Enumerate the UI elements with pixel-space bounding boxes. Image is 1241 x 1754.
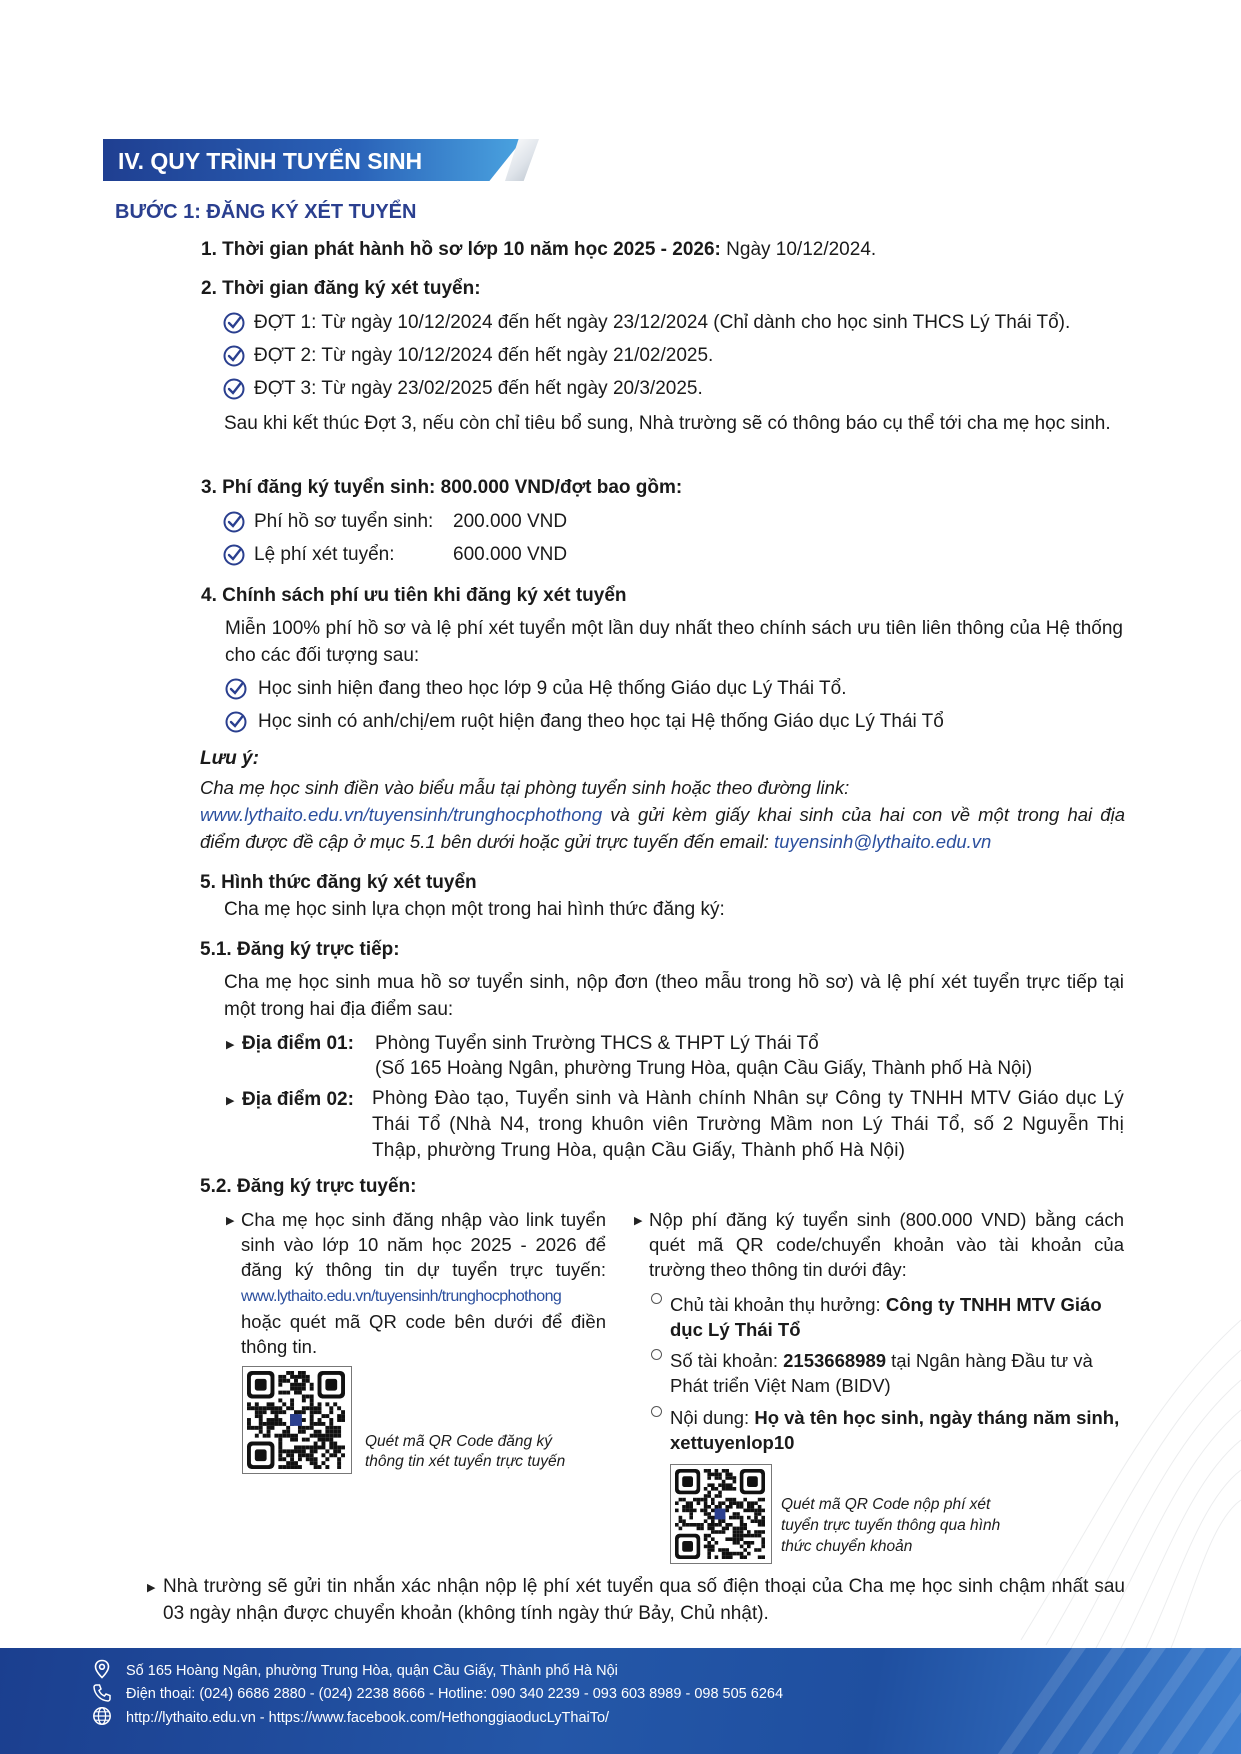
- fee-2-name: Lệ phí xét tuyển:: [254, 544, 395, 565]
- pay-text: Nộp phí đăng ký tuyển sinh (800.000 VND) bằng cách quét mã QR code/chuyển khoản vào tài khoản của trường theo thông tin dưới đây:: [649, 1209, 1124, 1280]
- note-label: Lưu ý:: [200, 748, 259, 769]
- check-circle-icon: [223, 544, 245, 566]
- check-circle-icon: [223, 312, 245, 334]
- check-circle-icon: [223, 378, 245, 400]
- circle-bullet-icon: [651, 1349, 662, 1360]
- round-2: ĐỢT 2: Từ ngày 10/12/2024 đến hết ngày 21/02/2025.: [254, 345, 714, 366]
- priority-1: Học sinh hiện đang theo học lớp 9 của Hệ thống Giáo dục Lý Thái Tổ.: [258, 678, 847, 699]
- step1-title: BƯỚC 1: ĐĂNG KÝ XÉT TUYỂN: [115, 201, 417, 223]
- online-block: [241, 1207, 606, 1359]
- section-title: IV. QUY TRÌNH TUYỂN SINH: [118, 148, 423, 174]
- triangle-bullet-icon: ▶: [634, 1215, 643, 1227]
- qr2-caption-1: Quét mã QR Code nộp phí xét: [781, 1496, 991, 1513]
- item51-text: Cha mẹ học sinh mua hồ sơ tuyển sinh, nộp đơn (theo mẫu trong hồ sơ) và lệ phí xét tuyển trực tiếp tại một trong hai địa điểm sau:: [224, 972, 1124, 1020]
- pay-owner-label: Chủ tài khoản thụ hưởng:: [670, 1294, 886, 1315]
- item5-label: 5. Hình thức đăng ký xét tuyển: [200, 872, 477, 893]
- final-note: Nhà trường sẽ gửi tin nhắn xác nhận nộp lệ phí xét tuyển qua số điện thoại của Cha mẹ học sinh chậm nhất sau 03 ngày nhận được chuyển khoản (không tính ngày thứ Bảy, Chủ nhật).: [163, 1576, 1125, 1624]
- round-3: ĐỢT 3: Từ ngày 23/02/2025 đến hết ngày 20/3/2025.: [254, 378, 703, 399]
- pay-content-value: Họ và tên học sinh, ngày tháng năm sinh, xettuyenlop10: [670, 1407, 1120, 1453]
- item51-label: 5.1. Đăng ký trực tiếp:: [200, 939, 400, 960]
- note-line1: Cha mẹ học sinh điền vào biểu mẫu tại phòng tuyển sinh hoặc theo đường link:: [200, 777, 850, 798]
- pay-acc-bank: tại Ngân hàng Đầu tư và Phát triển Việt Nam (BIDV): [670, 1350, 1093, 1396]
- pay-content-label: Nội dung:: [670, 1407, 755, 1428]
- pay-owner-value: Công ty TNHH MTV Giáo dục Lý Thái Tổ: [670, 1294, 1102, 1340]
- loc2-text: Phòng Đào tạo, Tuyển sinh và Hành chính Nhân sự Công ty TNHH MTV Giáo dục Lý Thái Tổ (Nhà N4, trong khuôn viên Trường Mầm non Lý Thái Tổ, số 2 Nguyễn Thị Thập, phường Trung Hòa, quận Cầu Giấy, Thành phố Hà Nội): [372, 1088, 1124, 1161]
- loc2-label: Địa điểm 02:: [242, 1089, 354, 1110]
- item5-text: Cha mẹ học sinh lựa chọn một trong hai hình thức đăng ký:: [224, 899, 725, 920]
- triangle-bullet-icon: ▶: [147, 1582, 156, 1594]
- decorative-wave-lines: [981, 1310, 1241, 1650]
- triangle-bullet-icon: ▶: [226, 1039, 235, 1051]
- footer: [0, 1648, 1241, 1754]
- fee-2-amount: 600.000 VND: [453, 544, 568, 565]
- loc1-line2: (Số 165 Hoàng Ngân, phường Trung Hòa, quận Cầu Giấy, Thành phố Hà Nội): [375, 1058, 1033, 1079]
- phone-icon: [92, 1683, 112, 1703]
- item1-label: 1. Thời gian phát hành hồ sơ lớp 10 năm học 2025 - 2026:: [201, 239, 721, 260]
- qr1-caption-2: thông tin xét tuyển trực tuyến: [365, 1453, 566, 1470]
- pay-acc-value: 2153668989: [783, 1350, 887, 1371]
- note-block: [200, 774, 1125, 855]
- footer-address: Số 165 Hoàng Ngân, phường Trung Hòa, quận Cầu Giấy, Thành phố Hà Nội: [126, 1663, 618, 1679]
- item2-label: 2. Thời gian đăng ký xét tuyển:: [201, 278, 481, 299]
- item4-label: 4. Chính sách phí ưu tiên khi đăng ký xét tuyển: [201, 585, 627, 606]
- pay-acc-label: Số tài khoản:: [670, 1350, 784, 1371]
- check-circle-icon: [223, 511, 245, 533]
- note-line2: và gửi kèm giấy khai sinh của hai con về một trong hai địa điểm được đề cập ở mục 5.1 bên dưới hoặc gửi trực tuyến đến email:: [200, 804, 1125, 852]
- fee-1-name: Phí hồ sơ tuyển sinh:: [254, 511, 434, 532]
- footer-phone: Điện thoại: (024) 6686 2880 - (024) 2238 8666 - Hotline: 090 340 2239 - 093 603 8989 - 098 505 6264: [126, 1686, 784, 1702]
- item3-label: 3. Phí đăng ký tuyển sinh: 800.000 VND/đợt bao gồm:: [201, 477, 683, 498]
- round-1: ĐỢT 1: Từ ngày 10/12/2024 đến hết ngày 23/12/2024 (Chỉ dành cho học sinh THCS Lý Thái Tổ).: [254, 312, 1071, 333]
- online-text2: hoặc quét mã QR code bên dưới để điền thông tin.: [241, 1311, 606, 1357]
- check-circle-icon: [225, 678, 247, 700]
- triangle-bullet-icon: ▶: [226, 1095, 235, 1107]
- note-email[interactable]: tuyensinh@lythaito.edu.vn: [774, 831, 992, 852]
- online-link[interactable]: www.lythaito.edu.vn/tuyensinh/trunghocphothong: [241, 1288, 562, 1305]
- qr2-caption-3: thức chuyển khoản: [781, 1538, 913, 1555]
- registration-qr-code: [242, 1366, 352, 1474]
- payment-qr-code: [670, 1464, 772, 1564]
- item1-value: Ngày 10/12/2024.: [720, 239, 877, 260]
- circle-bullet-icon: [651, 1406, 662, 1417]
- rounds-note: Sau khi kết thúc Đợt 3, nếu còn chỉ tiêu bổ sung, Nhà trường sẽ có thông báo cụ thể tới cha mẹ học sinh.: [224, 413, 1111, 434]
- priority-2: Học sinh có anh/chị/em ruột hiện đang theo học tại Hệ thống Giáo dục Lý Thái Tổ: [258, 711, 944, 732]
- fee-1-amount: 200.000 VND: [453, 511, 568, 532]
- check-circle-icon: [223, 345, 245, 367]
- triangle-bullet-icon: ▶: [226, 1215, 235, 1227]
- location-pin-icon: [92, 1659, 112, 1679]
- online-text1: Cha mẹ học sinh đăng nhập vào link tuyển sinh vào lớp 10 năm học 2025 - 2026 để đăng ký thông tin dự tuyển trực tuyến:: [241, 1209, 606, 1280]
- item4-text: Miễn 100% phí hồ sơ và lệ phí xét tuyển một lần duy nhất theo chính sách ưu tiên liên thông của Hệ thống cho các đối tượng sau:: [225, 618, 1123, 666]
- globe-icon: [92, 1706, 112, 1726]
- qr2-caption-2: tuyển trực tuyến thông qua hình: [781, 1517, 1001, 1534]
- item52-label: 5.2. Đăng ký trực tuyến:: [200, 1176, 417, 1197]
- check-circle-icon: [225, 711, 247, 733]
- item1: [201, 236, 1021, 263]
- footer-web[interactable]: http://lythaito.edu.vn - https://www.facebook.com/HethonggiaoducLyThaiTo/: [126, 1710, 610, 1726]
- circle-bullet-icon: [651, 1293, 662, 1304]
- loc1-label: Địa điểm 01:: [242, 1033, 354, 1054]
- qr1-caption-1: Quét mã QR Code đăng ký: [365, 1433, 552, 1450]
- loc1-line1: Phòng Tuyển sinh Trường THCS & THPT Lý Thái Tổ: [375, 1033, 819, 1054]
- note-link[interactable]: www.lythaito.edu.vn/tuyensinh/trunghocphothong: [200, 804, 603, 825]
